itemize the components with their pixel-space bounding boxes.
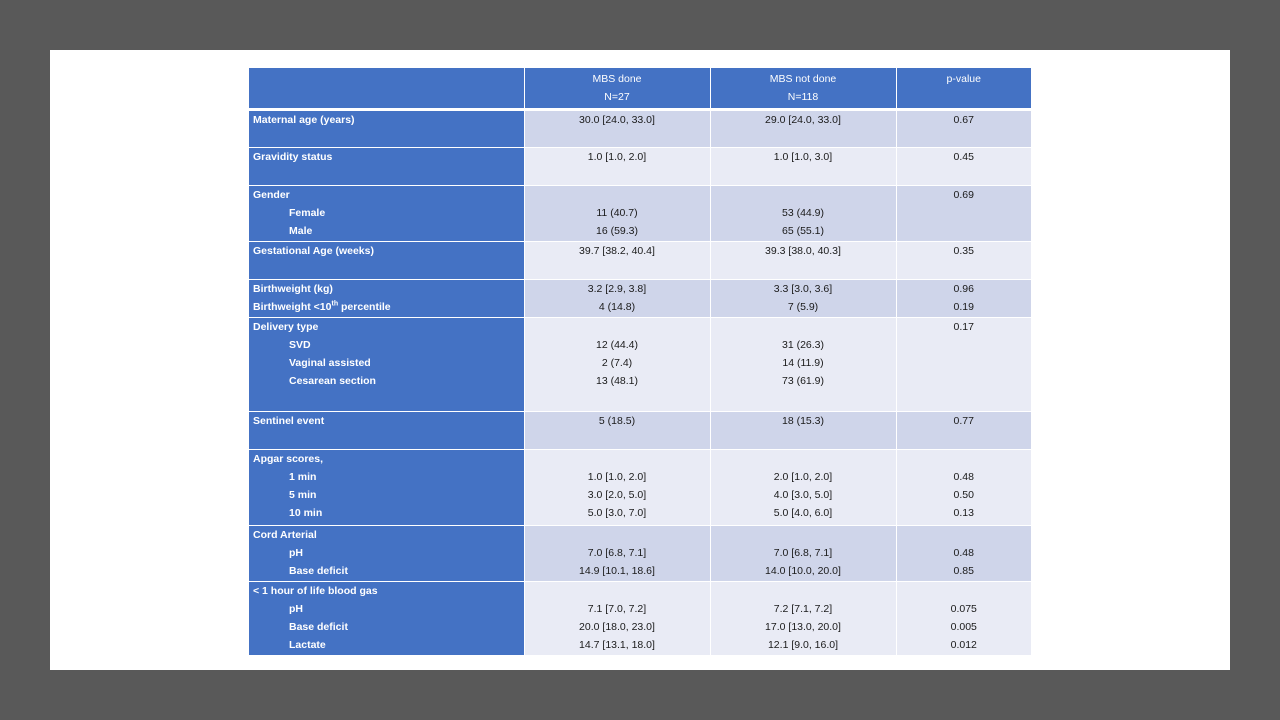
cell-mbs-done-value: 3.2 [2.9, 3.8] bbox=[587, 283, 647, 295]
row-label-text: 5 min bbox=[289, 489, 317, 501]
cell-mbs-done bbox=[524, 318, 710, 412]
cell-mbs-not-done-value bbox=[715, 450, 892, 468]
cell-mbs-done bbox=[524, 280, 710, 318]
row-label-text: pH bbox=[289, 603, 303, 615]
cell-mbs-not-done-value: 18 (15.3) bbox=[781, 415, 825, 427]
cell-mbs-not-done-value: 17.0 [13.0, 20.0] bbox=[765, 621, 841, 633]
row-label-text: Gestational Age (weeks) bbox=[253, 245, 374, 257]
cell-mbs-done-value: 20.0 [18.0, 23.0] bbox=[579, 621, 655, 633]
cell-mbs-not-done-value: 14 (11.9) bbox=[782, 357, 824, 369]
cell-mbs-done bbox=[524, 148, 710, 186]
cell-mbs-not-done-value: 65 (55.1) bbox=[781, 225, 825, 237]
row-label bbox=[253, 600, 520, 618]
row-label bbox=[253, 618, 520, 636]
cell-mbs-done-value: 4 (14.8) bbox=[598, 301, 636, 313]
cell-p-value-value: 0.77 bbox=[953, 415, 974, 427]
cell-mbs-not-done-value: 1.0 [1.0, 3.0] bbox=[773, 151, 833, 163]
table-row bbox=[249, 526, 1031, 582]
cell-p-value bbox=[896, 148, 1031, 186]
table-row bbox=[249, 186, 1031, 242]
cell-p-value-value: 0.012 bbox=[950, 639, 977, 651]
row-label-text: Delivery type bbox=[253, 321, 319, 333]
cell-mbs-not-done bbox=[710, 280, 896, 318]
row-label bbox=[253, 148, 520, 166]
table-header-row bbox=[249, 68, 1031, 110]
table-row bbox=[249, 148, 1031, 186]
cell-mbs-not-done bbox=[710, 242, 896, 280]
header-mbs-not-done-n: N=118 bbox=[787, 91, 819, 103]
cell-mbs-not-done bbox=[710, 412, 896, 450]
cell-mbs-not-done bbox=[710, 148, 896, 186]
cell-p-value-value bbox=[901, 204, 1028, 222]
row-label-cell bbox=[249, 582, 524, 656]
cell-mbs-done-value: 30.0 [24.0, 33.0] bbox=[579, 114, 655, 126]
cell-p-value bbox=[896, 582, 1031, 656]
cell-p-value bbox=[896, 186, 1031, 242]
row-label bbox=[253, 468, 520, 486]
cell-mbs-not-done-value bbox=[715, 186, 892, 204]
cell-mbs-done-value: 5 (18.5) bbox=[598, 415, 636, 427]
results-table-container bbox=[249, 68, 1031, 656]
cell-p-value bbox=[896, 526, 1031, 582]
row-label-text: Cord Arterial bbox=[253, 529, 317, 541]
row-label-text: Female bbox=[289, 207, 326, 219]
results-table bbox=[249, 68, 1031, 656]
cell-mbs-done-value: 2 (7.4) bbox=[601, 357, 633, 369]
cell-p-value bbox=[896, 280, 1031, 318]
row-label bbox=[253, 336, 520, 354]
row-label-text: pH bbox=[289, 547, 303, 559]
cell-mbs-done-value bbox=[529, 450, 706, 468]
cell-mbs-done-value: 14.7 [13.1, 18.0] bbox=[579, 639, 655, 651]
cell-mbs-not-done bbox=[710, 582, 896, 656]
cell-mbs-done-value: 1.0 [1.0, 2.0] bbox=[587, 471, 647, 483]
cell-mbs-done-value bbox=[529, 582, 706, 600]
cell-mbs-not-done bbox=[710, 110, 896, 148]
header-p-value: p-value bbox=[896, 68, 1031, 110]
header-mbs-done-label: MBS done bbox=[592, 73, 642, 85]
row-label-text: 1 min bbox=[289, 471, 317, 483]
row-label bbox=[253, 582, 520, 600]
row-label bbox=[253, 504, 520, 522]
row-label bbox=[253, 486, 520, 504]
cell-mbs-done-value: 3.0 [2.0, 5.0] bbox=[587, 489, 647, 501]
cell-mbs-done-value: 5.0 [3.0, 7.0] bbox=[587, 507, 647, 519]
header-variable bbox=[249, 68, 524, 110]
cell-p-value bbox=[896, 242, 1031, 280]
cell-p-value-value: 0.13 bbox=[953, 507, 974, 519]
row-label-text: SVD bbox=[289, 339, 311, 351]
cell-mbs-done-value: 1.0 [1.0, 2.0] bbox=[587, 151, 647, 163]
row-label-text: Gravidity status bbox=[253, 151, 333, 163]
row-label-text: Cesarean section bbox=[289, 375, 376, 387]
table-row bbox=[249, 412, 1031, 450]
row-label bbox=[253, 222, 520, 240]
cell-mbs-not-done-value: 7 (5.9) bbox=[787, 301, 819, 313]
row-label-text: Base deficit bbox=[289, 621, 348, 633]
cell-mbs-done-value: 7.0 [6.8, 7.1] bbox=[587, 547, 647, 559]
cell-p-value-value: 0.35 bbox=[953, 245, 974, 257]
cell-mbs-done-value bbox=[529, 526, 706, 544]
cell-mbs-done-value: 39.7 [38.2, 40.4] bbox=[579, 245, 655, 257]
row-label-cell bbox=[249, 450, 524, 526]
cell-p-value bbox=[896, 318, 1031, 412]
cell-p-value-value: 0.69 bbox=[953, 189, 974, 201]
cell-mbs-done-value: 13 (48.1) bbox=[595, 375, 639, 387]
row-label-suffix: percentile bbox=[338, 301, 391, 313]
cell-p-value-value bbox=[901, 222, 1028, 240]
table-row bbox=[249, 110, 1031, 148]
cell-p-value-value: 0.96 bbox=[953, 283, 974, 295]
row-label bbox=[253, 372, 520, 390]
cell-mbs-not-done-value: 7.0 [6.8, 7.1] bbox=[773, 547, 833, 559]
row-label-text: Male bbox=[289, 225, 313, 237]
cell-mbs-done bbox=[524, 412, 710, 450]
cell-p-value-value: 0.075 bbox=[950, 603, 977, 615]
header-mbs-done bbox=[524, 68, 710, 110]
row-label bbox=[253, 354, 520, 372]
cell-mbs-done bbox=[524, 110, 710, 148]
row-label-cell bbox=[249, 280, 524, 318]
row-label bbox=[253, 204, 520, 222]
row-label-cell bbox=[249, 148, 524, 186]
cell-mbs-done-value bbox=[529, 318, 706, 336]
row-label-cell bbox=[249, 318, 524, 412]
cell-p-value-value bbox=[901, 582, 1028, 600]
row-label bbox=[253, 186, 520, 204]
cell-mbs-not-done-value: 39.3 [38.0, 40.3] bbox=[765, 245, 841, 257]
header-mbs-not-done-label: MBS not done bbox=[769, 73, 837, 85]
cell-p-value-value: 0.50 bbox=[953, 489, 974, 501]
row-label-cell bbox=[249, 242, 524, 280]
cell-mbs-not-done bbox=[710, 186, 896, 242]
table-row bbox=[249, 280, 1031, 318]
row-label bbox=[253, 412, 520, 430]
table-row bbox=[249, 450, 1031, 526]
cell-p-value-value bbox=[901, 372, 1028, 390]
row-label bbox=[253, 544, 520, 562]
cell-mbs-not-done-value: 2.0 [1.0, 2.0] bbox=[773, 471, 833, 483]
cell-mbs-not-done-value: 7.2 [7.1, 7.2] bbox=[773, 603, 833, 615]
cell-mbs-not-done-value: 53 (44.9) bbox=[781, 207, 825, 219]
header-mbs-done-n: N=27 bbox=[604, 91, 630, 103]
cell-mbs-not-done-value: 5.0 [4.0, 6.0] bbox=[773, 507, 833, 519]
cell-mbs-done-value: 7.1 [7.0, 7.2] bbox=[587, 603, 647, 615]
cell-p-value-value: 0.48 bbox=[953, 471, 974, 483]
table-row bbox=[249, 242, 1031, 280]
header-mbs-not-done bbox=[710, 68, 896, 110]
table-body bbox=[249, 110, 1031, 656]
cell-mbs-not-done-value bbox=[715, 318, 892, 336]
row-label bbox=[253, 526, 520, 544]
table-row bbox=[249, 582, 1031, 656]
row-label bbox=[253, 636, 520, 654]
cell-mbs-not-done-value: 73 (61.9) bbox=[781, 375, 825, 387]
cell-mbs-not-done-value bbox=[715, 582, 892, 600]
cell-mbs-not-done-value: 3.3 [3.0, 3.6] bbox=[773, 283, 833, 295]
cell-p-value-value: 0.45 bbox=[953, 151, 974, 163]
slide bbox=[50, 50, 1230, 670]
row-label-text: Maternal age (years) bbox=[253, 114, 355, 126]
cell-mbs-not-done-value bbox=[715, 526, 892, 544]
cell-mbs-done-value: 14.9 [10.1, 18.6] bbox=[579, 565, 655, 577]
cell-mbs-not-done-value: 12.1 [9.0, 16.0] bbox=[767, 639, 839, 651]
row-label-text: 10 min bbox=[289, 507, 323, 519]
row-label bbox=[253, 280, 520, 298]
cell-p-value-value bbox=[901, 336, 1028, 354]
cell-p-value-value: 0.17 bbox=[953, 321, 974, 333]
cell-mbs-not-done bbox=[710, 526, 896, 582]
row-label-text: Sentinel event bbox=[253, 415, 325, 427]
cell-p-value-value: 0.85 bbox=[953, 565, 974, 577]
cell-p-value-value: 0.48 bbox=[953, 547, 974, 559]
row-label-text: Apgar scores, bbox=[253, 453, 324, 465]
cell-p-value-value bbox=[901, 526, 1028, 544]
row-label bbox=[253, 111, 520, 129]
row-label-text: Lactate bbox=[289, 639, 326, 651]
cell-p-value-value: 0.67 bbox=[953, 114, 974, 126]
cell-mbs-not-done-value: 4.0 [3.0, 5.0] bbox=[773, 489, 833, 501]
row-label-superscript: th bbox=[331, 300, 339, 308]
cell-p-value-value: 0.19 bbox=[953, 301, 974, 313]
row-label-cell bbox=[249, 110, 524, 148]
row-label-text: Birthweight <10 bbox=[253, 301, 332, 313]
row-label bbox=[253, 562, 520, 580]
row-label-text: Birthweight (kg) bbox=[253, 283, 333, 295]
cell-mbs-done bbox=[524, 450, 710, 526]
cell-p-value bbox=[896, 110, 1031, 148]
row-label-text: Base deficit bbox=[289, 565, 348, 577]
cell-mbs-done bbox=[524, 186, 710, 242]
cell-p-value-value bbox=[901, 354, 1028, 372]
cell-mbs-not-done-value: 14.0 [10.0, 20.0] bbox=[765, 565, 841, 577]
cell-p-value bbox=[896, 450, 1031, 526]
row-label bbox=[253, 450, 520, 468]
row-label-cell bbox=[249, 526, 524, 582]
row-label bbox=[253, 242, 520, 260]
cell-mbs-done bbox=[524, 242, 710, 280]
row-label-text: Vaginal assisted bbox=[289, 357, 371, 369]
cell-mbs-done-value bbox=[529, 186, 706, 204]
table-row bbox=[249, 318, 1031, 412]
row-label-text: Gender bbox=[253, 189, 290, 201]
cell-mbs-not-done bbox=[710, 450, 896, 526]
cell-p-value-value bbox=[901, 450, 1028, 468]
row-label bbox=[253, 298, 520, 316]
cell-p-value bbox=[896, 412, 1031, 450]
cell-mbs-done-value: 12 (44.4) bbox=[595, 339, 639, 351]
row-label-cell bbox=[249, 186, 524, 242]
cell-mbs-done bbox=[524, 582, 710, 656]
cell-mbs-done bbox=[524, 526, 710, 582]
cell-mbs-not-done bbox=[710, 318, 896, 412]
cell-mbs-not-done-value: 31 (26.3) bbox=[781, 339, 825, 351]
cell-mbs-done-value: 16 (59.3) bbox=[595, 225, 639, 237]
cell-mbs-not-done-value: 29.0 [24.0, 33.0] bbox=[765, 114, 841, 126]
row-label bbox=[253, 318, 520, 336]
row-label-text: < 1 hour of life blood gas bbox=[253, 585, 378, 597]
cell-p-value-value: 0.005 bbox=[950, 621, 977, 633]
row-label-cell bbox=[249, 412, 524, 450]
cell-mbs-done-value: 11 (40.7) bbox=[596, 207, 638, 219]
